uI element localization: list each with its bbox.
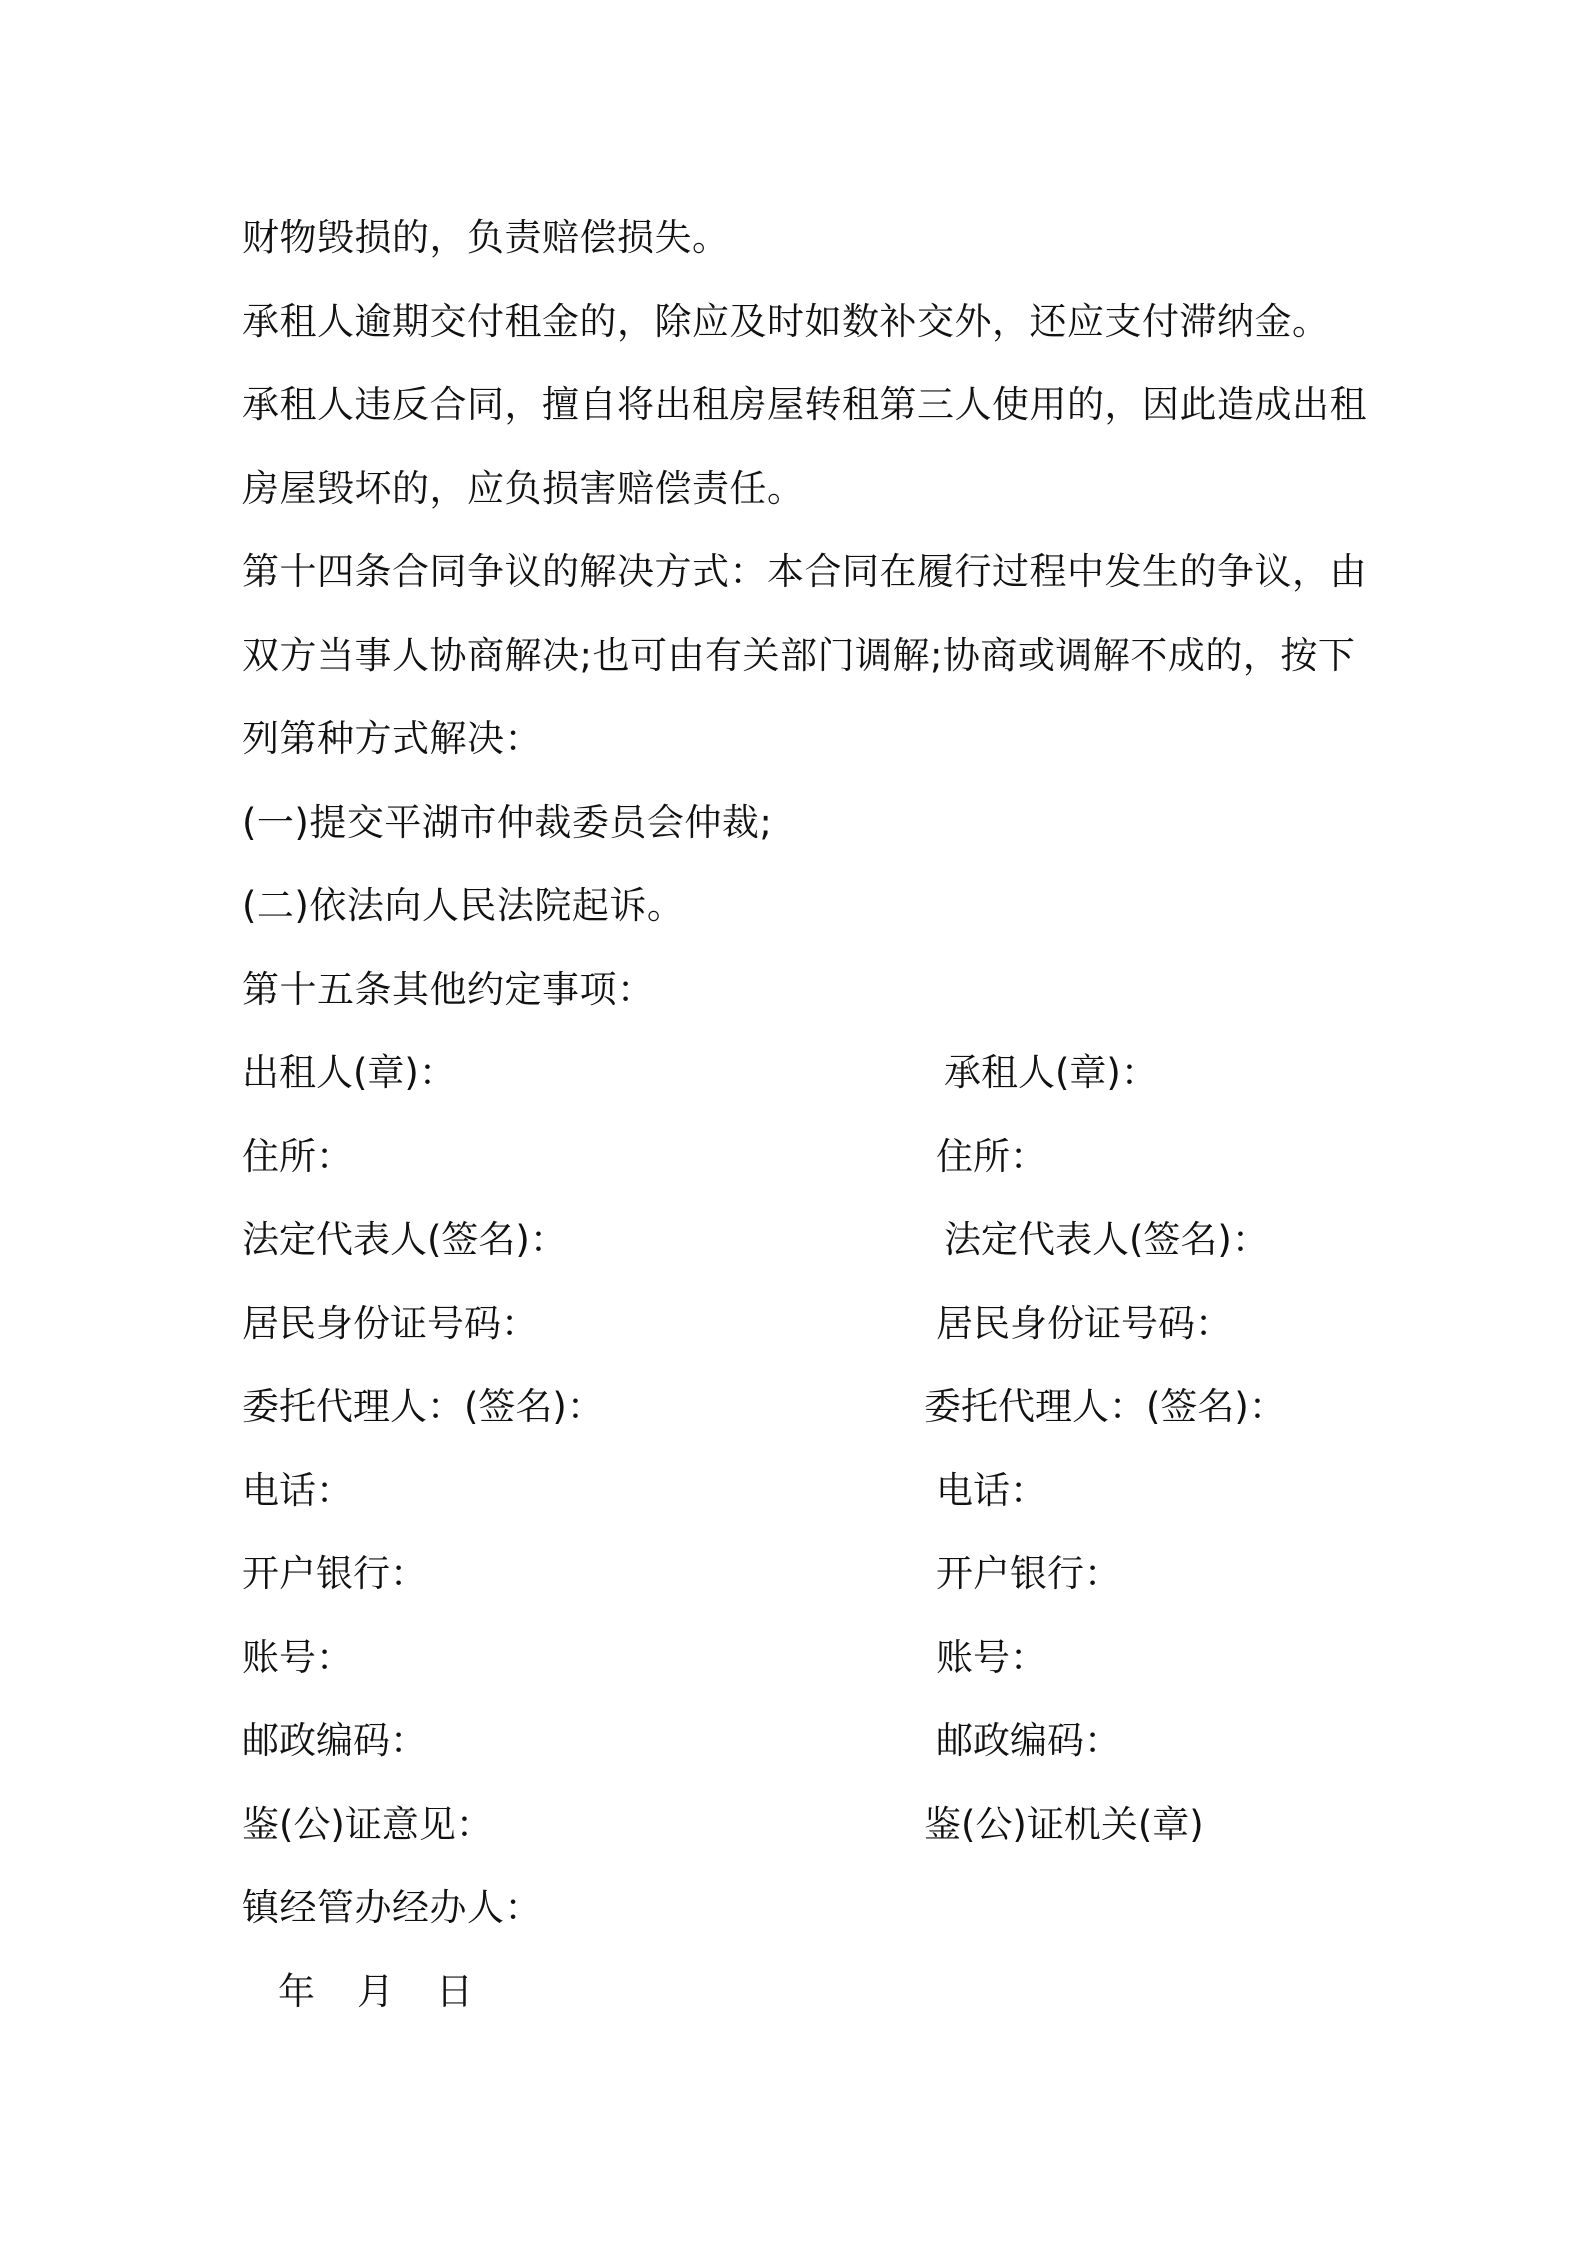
lessee-legal-rep-label: 法定代表人(签名)： [944,1218,1269,1261]
article-14-line-3: 列第种方式解决： [242,717,542,760]
signature-row-bank [242,1532,1362,1616]
lessee-id-number-label: 居民身份证号码： [936,1301,1232,1345]
article-14-line-2: 双方当事人协商解决;也可由有关部门调解;协商或调解不成的，按下 [242,633,1356,677]
lessor-agent-label: 委托代理人：(签名)： [242,1385,604,1428]
lessor-phone-label: 电话： [242,1468,353,1512]
lessor-postcode-label: 邮政编码： [242,1719,427,1762]
option-two: (二)依法向人民法院起诉。 [242,884,685,927]
paragraph-line-2: 承租人逾期交付租金的，除应及时如数补交外，还应支付滞纳金。 [242,299,1330,343]
signature-row-id-number [242,1282,1362,1366]
notary-opinion-label: 鉴(公)证意见： [242,1802,493,1846]
lessor-address-label: 住所： [242,1134,353,1178]
notary-office-seal-label: 鉴(公)证机关(章) [924,1802,1204,1846]
lessee-address-label: 住所： [936,1134,1047,1178]
signature-row-postcode [242,1699,1362,1783]
lessor-id-number-label: 居民身份证号码： [242,1301,538,1345]
signature-row-account [242,1616,1362,1700]
lessor-seal-label: 出租人(章)： [242,1051,456,1094]
paragraph-line-1: 财物毁损的，负责赔偿损失。 [242,216,730,259]
contract-text [242,196,1367,2033]
date-month-label: 月 [357,1969,394,2013]
lessor-legal-rep-label: 法定代表人(签名)： [242,1218,567,1261]
lessee-postcode-label: 邮政编码： [936,1719,1121,1762]
option-one: (一)提交平湖市仲裁委员会仲裁; [242,800,773,844]
lessor-bank-label: 开户银行： [242,1552,427,1595]
lessee-seal-label: 承租人(章)： [944,1051,1158,1094]
article-15: 第十五条其他约定事项： [242,967,655,1011]
signature-row-agent [242,1365,1362,1449]
article-14-line-1: 第十四条合同争议的解决方式：本合同在履行过程中发生的争议，由 [242,550,1367,593]
signature-row-seal [242,1031,1362,1115]
lessee-agent-label: 委托代理人：(签名)： [924,1385,1286,1428]
signature-block [242,1031,1362,2033]
date-line [242,1950,1362,2034]
date-year-label: 年 [278,1969,315,2013]
lessee-bank-label: 开户银行： [936,1552,1121,1595]
signature-row-phone [242,1449,1362,1533]
town-handler-label: 镇经管办经办人： [242,1886,542,1929]
lessee-phone-label: 电话： [936,1468,1047,1512]
date-day-label: 日 [436,1969,473,2013]
signature-row-legal-rep [242,1198,1362,1282]
lessee-account-label: 账号： [936,1635,1047,1679]
signature-row-address [242,1115,1362,1199]
lessor-account-label: 账号： [242,1635,353,1679]
paragraph-line-4: 房屋毁坏的，应负损害赔偿责任。 [242,466,805,510]
signature-row-notary [242,1783,1362,1867]
paragraph-line-3: 承租人违反合同，擅自将出租房屋转租第三人使用的，因此造成出租 [242,383,1367,426]
